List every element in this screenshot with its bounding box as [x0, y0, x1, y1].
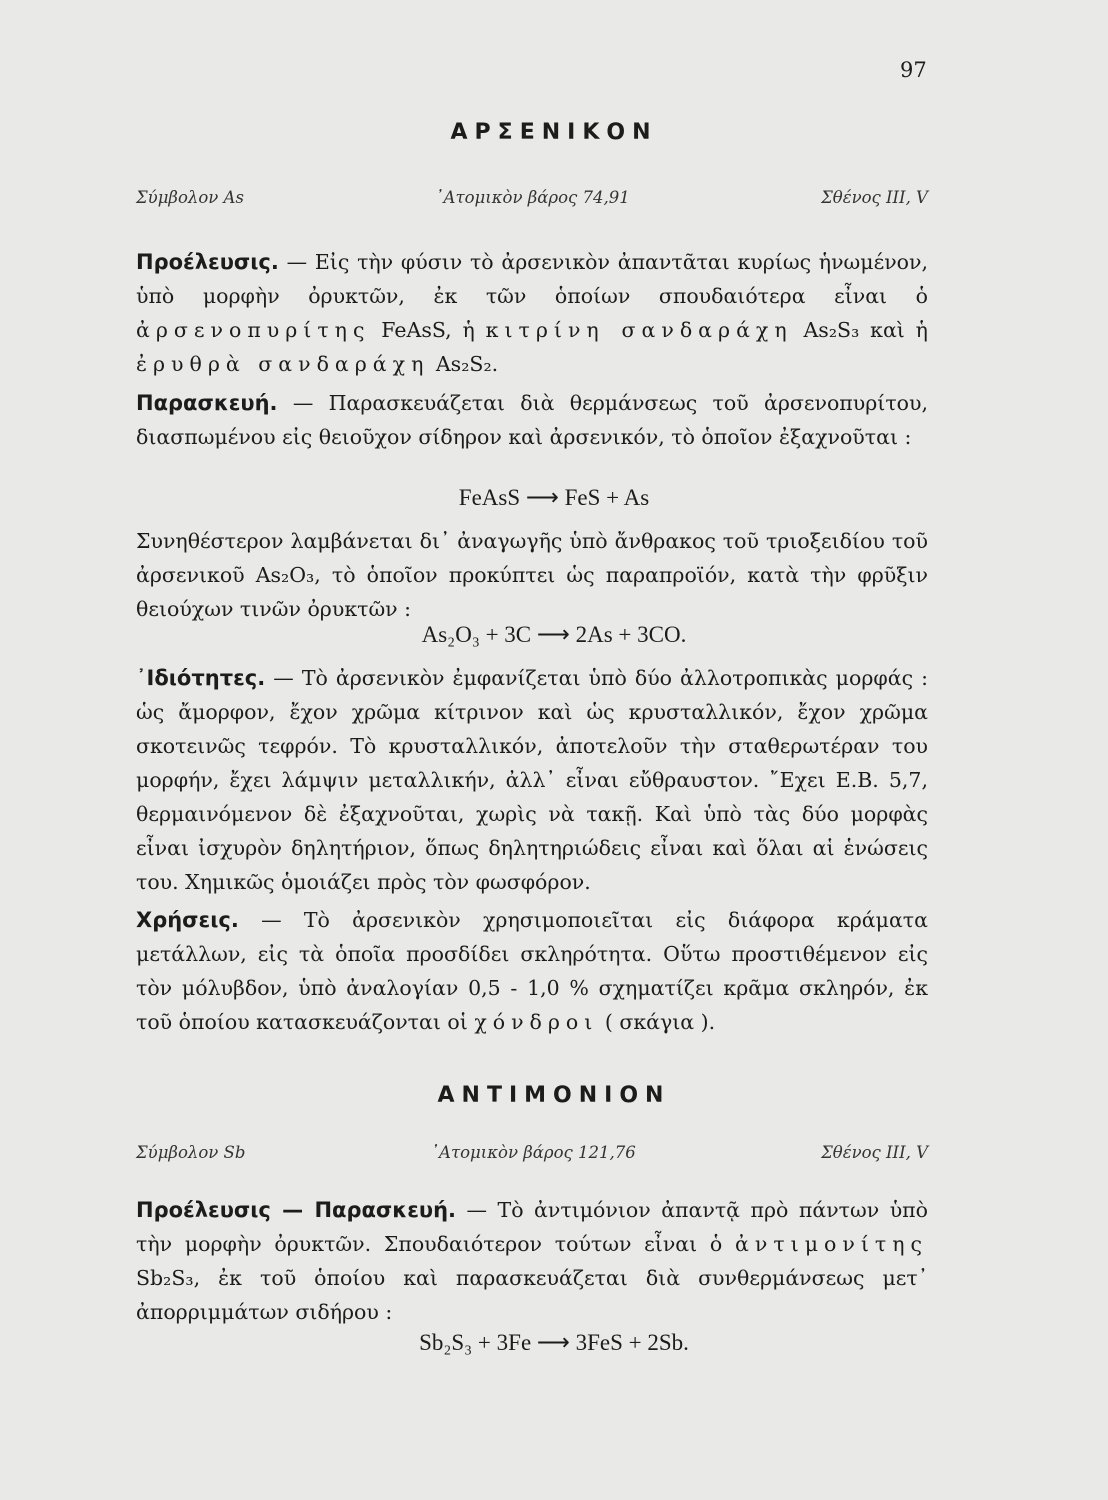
- mineral-orpiment: κιτρίνη σανδαράχη: [485, 318, 793, 342]
- arsenic-prep-paragraph-2: Συνηθέστερον λαμβάνεται δι᾿ ἀναγωγῆς ὑπὸ ἄνθρακος τοῦ τριοξειδίου τοῦ ἀρσενικοῦ As₂O₃, τὸ ὁποῖον προκύπτει ὡς παραπροϊόν, κατὰ τὴν φρῦξιν θειούχων τινῶν ὀρυκτῶν :: [136, 529, 928, 621]
- antimony-paragraph: [136, 1193, 928, 1329]
- arsenic-uses-paragraph: [136, 903, 928, 1039]
- arsenic-symbol: Σύμβολον As: [136, 188, 244, 207]
- equation-as2o3: As₂O₃ + 3C ⟶ 2As + 3CO.: [421, 622, 687, 647]
- prep-label: Παρασκευή.: [136, 391, 278, 415]
- antimony-valence: Σθένος III, V: [821, 1143, 928, 1162]
- antimony-symbol: Σύμβολον Sb: [136, 1143, 246, 1162]
- origin-text2: FeAsS, ἡ: [370, 318, 486, 342]
- mineral-stibnite: ἀντιμονίτης: [735, 1232, 928, 1256]
- antimony-meta: [136, 1143, 928, 1162]
- mineral-realgar: ἐρυθρὰ σανδαράχη: [136, 352, 430, 376]
- origin-text3: As₂S₃ καὶ ἡ: [792, 318, 928, 342]
- uses-text: — Τὸ ἀρσενικὸν χρησιμοποιεῖται εἰς διάφορα κράματα μετάλλων, εἰς τὰ ὁποῖα προσδίδει σκληρότητα. Οὕτω προστιθέμενον εἰς τὸν μόλυβδον, ὑπὸ ἀναλογίαν 0,5 - 1,0 % σχηματίζει κρᾶμα σκληρόν, ἐκ τοῦ ὁποίου κατασκευάζονται οἱ: [136, 908, 928, 1034]
- uses-text2: ( σκάγια ).: [598, 1010, 716, 1034]
- equation-sb2s3: Sb₂S₃ + 3Fe ⟶ 3FeS + 2Sb.: [419, 1330, 689, 1355]
- arsenic-prep-paragraph: [136, 386, 928, 454]
- arsenic-valence: Σθένος III, V: [821, 188, 928, 207]
- props-text: — Τὸ ἀρσενικὸν ἐμφανίζεται ὑπὸ δύο ἀλλοτροπικὰς μορφάς : ὡς ἄμορφον, ἔχον χρῶμα κίτρινον καὶ ὡς κρυσταλλικόν, ἔχον χρῶμα σκοτεινῶς τεφρόν. Τὸ κρυσταλλικόν, ἀποτελοῦν τὴν σταθερωτέραν του μορφήν, ἔχει λάμψιν μεταλλικήν, ἀλλ᾿ εἶναι εὔθραυστον. ῎Εχει Ε.Β. 5,7, θερμαινόμενον δὲ ἐξαχνοῦται, χωρὶς νὰ τακῇ. Καὶ ὑπὸ τὰς δύο μορφὰς εἶναι ἰσχυρὸν δηλητήριον, ὅπως δηλητηριώδεις εἶναι καὶ ὅλαι αἱ ἑνώσεις του. Χημικῶς ὁμοιάζει πρὸς τὸν φωσφόρον.: [136, 666, 928, 894]
- page-number: 97: [900, 58, 927, 82]
- antimony-text2: Sb₂S₃, ἐκ τοῦ ὁποίου καὶ παρασκευάζεται διὰ συνθερμάνσεως μετ᾿ ἀπορριμμάτων σιδήρου :: [136, 1266, 928, 1324]
- arsenic-origin-paragraph: [136, 245, 928, 381]
- props-label: ᾿Ιδιότητες.: [136, 666, 266, 690]
- antimony-label: Προέλευσις — Παρασκευή.: [136, 1198, 457, 1222]
- mineral-arsenopyrite: ἀρσενοπυρίτης: [136, 318, 371, 342]
- arsenic-properties-paragraph: [136, 661, 928, 899]
- uses-word-shot: χόνδροι: [474, 1010, 599, 1034]
- antimony-atomic-weight: ᾿Ατομικὸν βάρος 121,76: [430, 1143, 636, 1162]
- prep-text: — Παρασκευάζεται διὰ θερμάνσεως τοῦ ἀρσενοπυρίτου, διασπωμένου εἰς θειοῦχον σίδηρον καὶ ἀρσενικόν, τὸ ὁποῖον ἐξαχνοῦται :: [136, 391, 928, 449]
- antimony-text: — Τὸ ἀντιμόνιον ἀπαντᾷ πρὸ πάντων ὑπὸ τὴν μορφὴν ὀρυκτῶν. Σπουδαιότερον τούτων εἶναι ὁ: [136, 1198, 928, 1256]
- section-title-antimony: ΑΝΤΙΜΟΝΙΟΝ: [437, 1083, 671, 1108]
- arsenic-atomic-weight: ᾿Ατομικὸν βάρος 74,91: [435, 188, 630, 207]
- arsenic-meta: [136, 188, 928, 207]
- origin-label: Προέλευσις.: [136, 250, 279, 274]
- origin-text: — Εἰς τὴν φύσιν τὸ ἀρσενικὸν ἀπαντᾶται κυρίως ἡνωμένον, ὑπὸ μορφὴν ὀρυκτῶν, ἐκ τῶν ὁποίων σπουδαιότερα εἶναι ὁ: [136, 250, 928, 308]
- origin-text4: As₂S₂.: [429, 352, 499, 376]
- section-title-arsenic: ΑΡΣΕΝΙΚΟΝ: [450, 120, 658, 145]
- uses-label: Χρήσεις.: [136, 908, 239, 932]
- equation-feass: FeAsS ⟶ FeS + As: [458, 485, 650, 510]
